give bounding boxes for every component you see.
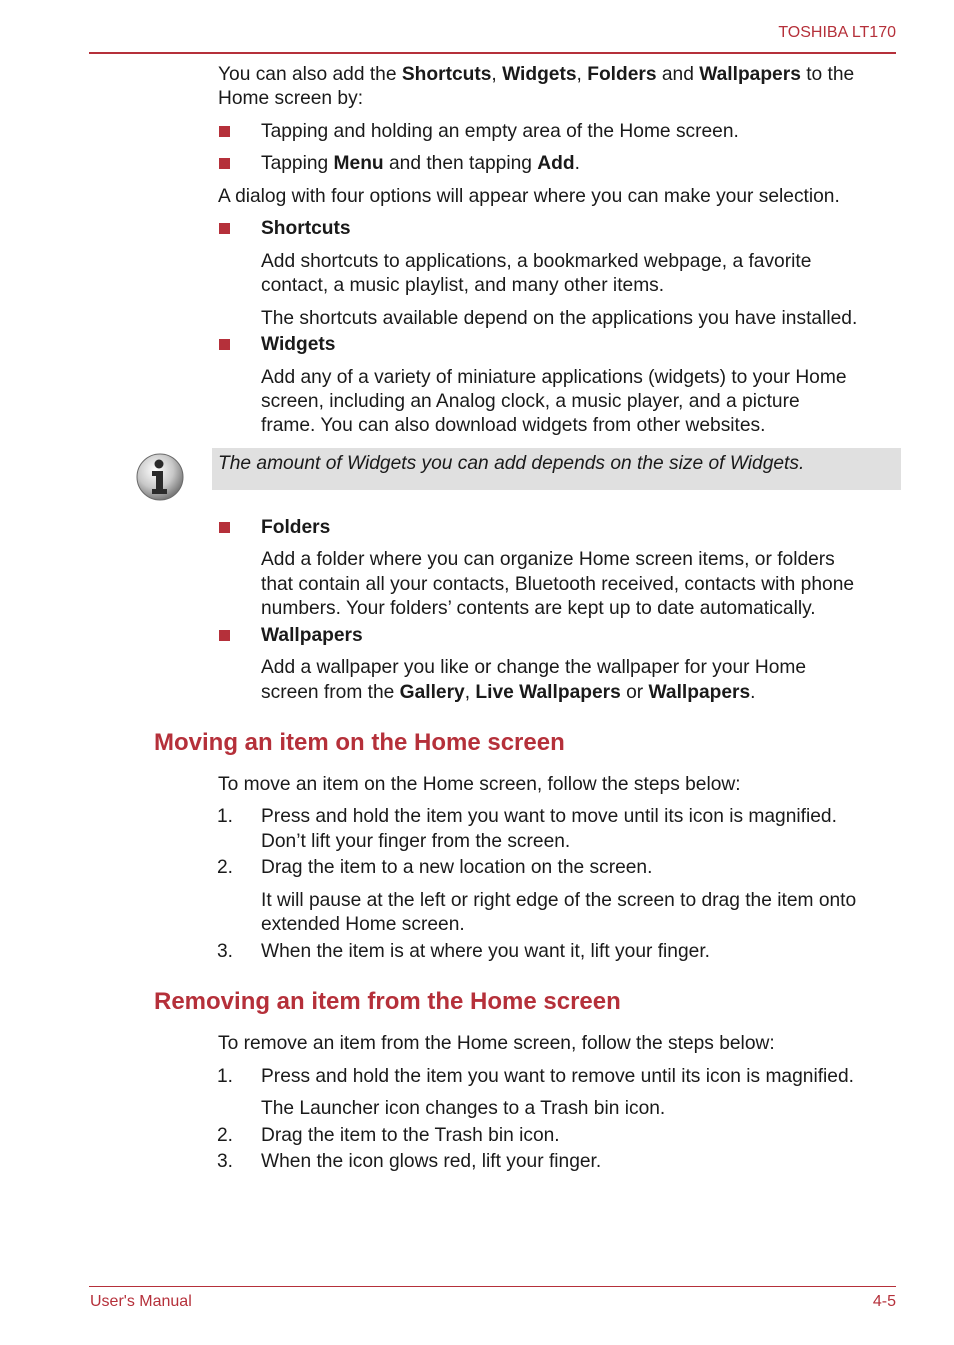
bullet-text: and then tapping bbox=[383, 153, 538, 174]
bullet-marker bbox=[219, 339, 230, 350]
option-shortcuts-line1: Add shortcuts to applications, a bookmarked webpage, a favorite bbox=[261, 251, 812, 272]
intro-paragraph-line2: Home screen by: bbox=[218, 88, 364, 109]
removing-intro: To remove an item from the Home screen, follow the steps below: bbox=[218, 1033, 775, 1054]
option-widgets-line2: screen, including an Analog clock, a music player, and a picture bbox=[261, 391, 800, 412]
option-title-widgets: Widgets bbox=[261, 334, 336, 355]
footer-rule bbox=[89, 1286, 896, 1287]
step-number: 2. bbox=[217, 1125, 234, 1146]
option-folders-line1: Add a folder where you can organize Home screen items, or folders bbox=[261, 549, 835, 570]
wallpapers-text: . bbox=[750, 682, 756, 703]
footer-page-number: 4-5 bbox=[872, 1293, 896, 1310]
option-title-shortcuts: Shortcuts bbox=[261, 218, 351, 239]
moving-step1-line1: Press and hold the item you want to move until its icon is magnified. bbox=[261, 806, 837, 827]
bullet-marker bbox=[219, 522, 230, 533]
bullet-bold-menu: Menu bbox=[333, 153, 384, 174]
bullet-item-tap-hold: Tapping and holding an empty area of the Home screen. bbox=[261, 121, 739, 142]
intro-text: and bbox=[656, 64, 700, 85]
step-number: 2. bbox=[217, 857, 234, 878]
footer-manual-title: User's Manual bbox=[90, 1293, 192, 1310]
option-shortcuts-line2: contact, a music playlist, and many other items. bbox=[261, 275, 665, 296]
step-number: 3. bbox=[217, 1151, 234, 1172]
wallpapers-text: , bbox=[464, 682, 476, 703]
wallpapers-bold-gallery: Gallery bbox=[399, 682, 465, 703]
bullet-marker bbox=[219, 630, 230, 641]
removing-step2-line1: Drag the item to the Trash bin icon. bbox=[261, 1125, 560, 1146]
intro-bold-wallpapers: Wallpapers bbox=[699, 64, 801, 85]
dialog-paragraph: A dialog with four options will appear where you can make your selection. bbox=[218, 186, 840, 207]
moving-step3-line1: When the item is at where you want it, lift your finger. bbox=[261, 941, 710, 962]
option-widgets-line3: frame. You can also download widgets from other websites. bbox=[261, 415, 766, 436]
moving-step1-line2: Don’t lift your finger from the screen. bbox=[261, 831, 571, 852]
removing-step1-line1: Press and hold the item you want to remove until its icon is magnified. bbox=[261, 1066, 854, 1087]
option-widgets-line1: Add any of a variety of miniature applications (widgets) to your Home bbox=[261, 367, 847, 388]
option-folders-line3: numbers. Your folders’ contents are kept up to date automatically. bbox=[261, 598, 816, 619]
info-icon bbox=[135, 452, 185, 502]
bullet-marker bbox=[219, 223, 230, 234]
intro-bold-folders: Folders bbox=[587, 64, 657, 85]
bullet-item-menu-add bbox=[261, 152, 580, 176]
intro-bold-widgets: Widgets bbox=[502, 64, 577, 85]
option-title-folders: Folders bbox=[261, 517, 331, 538]
moving-step2-sub1: It will pause at the left or right edge of the screen to drag the item onto bbox=[261, 890, 857, 911]
bullet-text: Tapping bbox=[261, 153, 334, 174]
intro-sep: , bbox=[491, 64, 503, 85]
section-heading-removing: Removing an item from the Home screen bbox=[154, 988, 621, 1015]
step-number: 1. bbox=[217, 806, 234, 827]
option-wallpapers-line2 bbox=[261, 681, 756, 705]
wallpapers-text: or bbox=[620, 682, 649, 703]
intro-text: You can also add the bbox=[218, 64, 402, 85]
step-number: 3. bbox=[217, 941, 234, 962]
option-folders-line2: that contain all your contacts, Bluetooth received, contacts with phone bbox=[261, 574, 855, 595]
intro-bold-shortcuts: Shortcuts bbox=[401, 64, 492, 85]
bullet-bold-add: Add bbox=[537, 153, 575, 174]
bullet-marker bbox=[219, 158, 230, 169]
moving-intro: To move an item on the Home screen, follow the steps below: bbox=[218, 774, 741, 795]
section-heading-moving: Moving an item on the Home screen bbox=[154, 729, 565, 756]
header-rule bbox=[89, 52, 896, 54]
bullet-text: . bbox=[574, 153, 580, 174]
wallpapers-bold-live: Live Wallpapers bbox=[475, 682, 621, 703]
step-number: 1. bbox=[217, 1066, 234, 1087]
header-product-name: TOSHIBA LT170 bbox=[778, 24, 896, 41]
note-text: The amount of Widgets you can add depends on the size of Widgets. bbox=[218, 453, 805, 474]
wallpapers-text: screen from the bbox=[261, 682, 400, 703]
intro-sep: , bbox=[576, 64, 588, 85]
moving-step2-line1: Drag the item to a new location on the screen. bbox=[261, 857, 653, 878]
removing-step3-line1: When the icon glows red, lift your finger. bbox=[261, 1151, 602, 1172]
removing-step1-sub1: The Launcher icon changes to a Trash bin icon. bbox=[261, 1098, 666, 1119]
bullet-marker bbox=[219, 126, 230, 137]
option-title-wallpapers: Wallpapers bbox=[261, 625, 363, 646]
option-shortcuts-line3: The shortcuts available depend on the applications you have installed. bbox=[261, 308, 858, 329]
wallpapers-bold-wallpapers: Wallpapers bbox=[648, 682, 751, 703]
option-wallpapers-line1: Add a wallpaper you like or change the wallpaper for your Home bbox=[261, 657, 807, 678]
intro-paragraph-line1 bbox=[218, 63, 854, 87]
moving-step2-sub2: extended Home screen. bbox=[261, 914, 465, 935]
intro-text: to the bbox=[800, 64, 855, 85]
